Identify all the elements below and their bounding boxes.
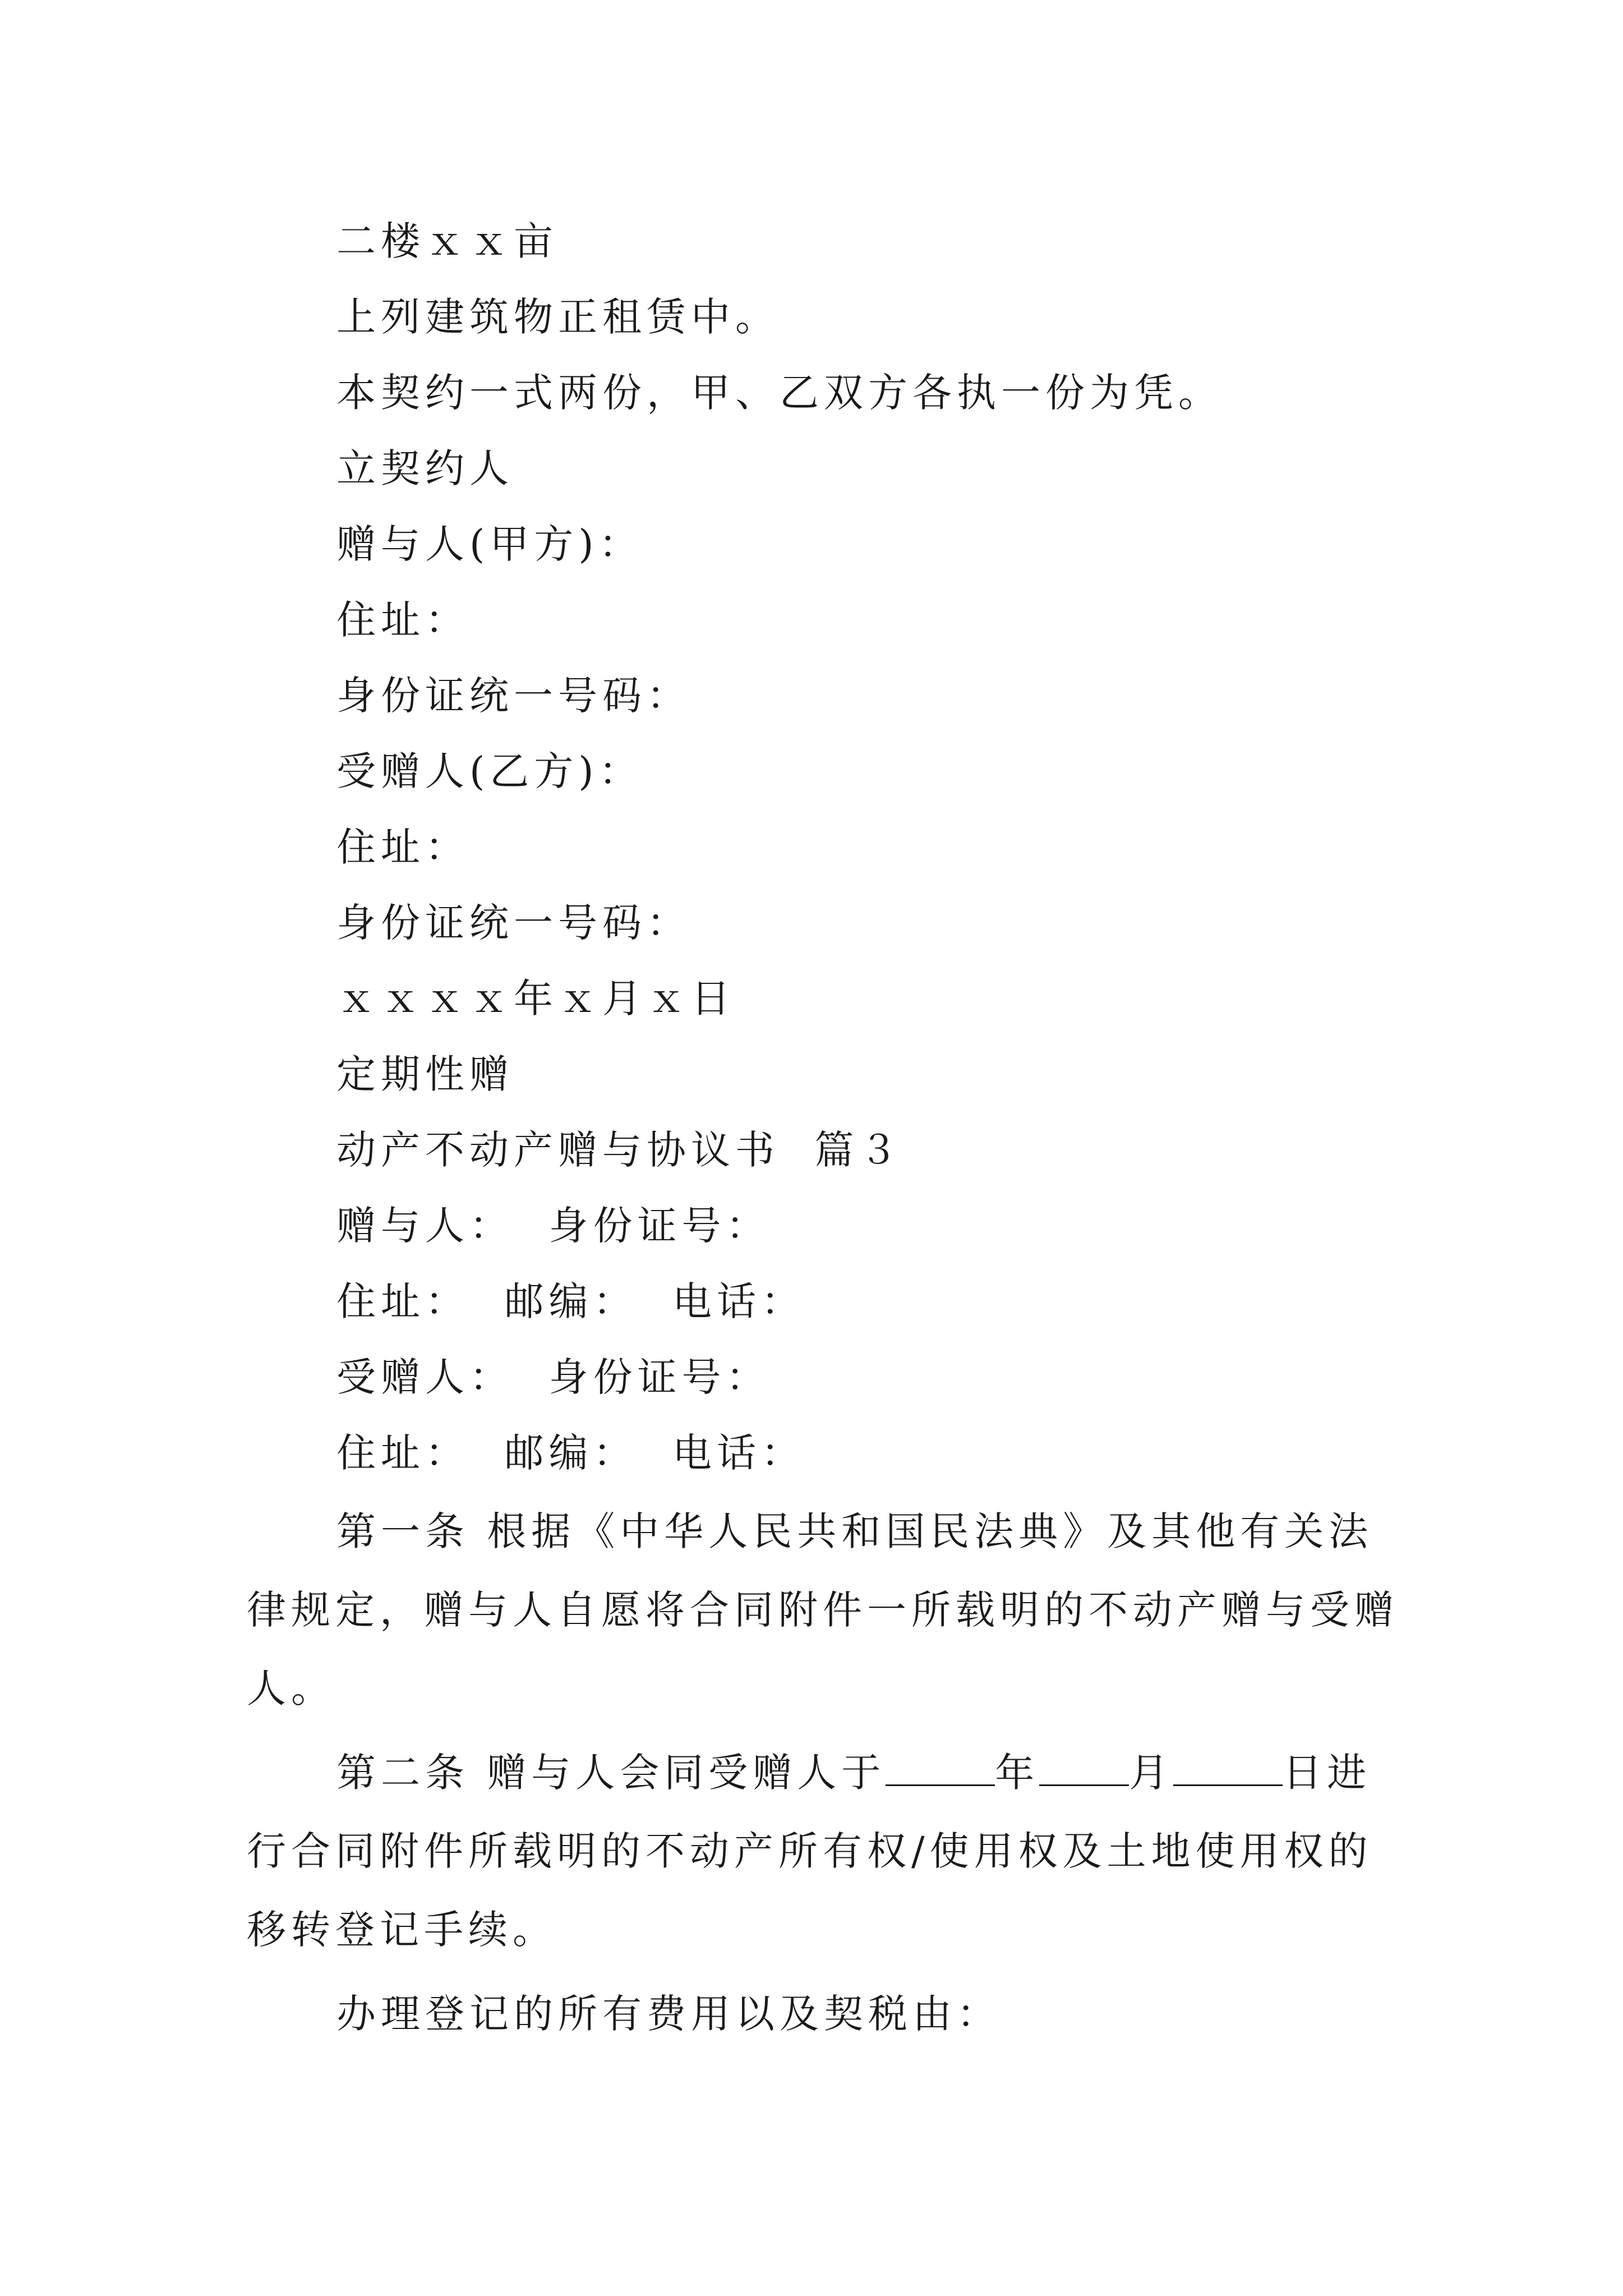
text-line: 定期性赠 xyxy=(336,1051,514,1097)
month-blank xyxy=(1039,1750,1129,1786)
article-1-line-1: 第一条 根据《中华人民共和国民法典》及其他有关法 xyxy=(336,1508,1373,1554)
year-blank xyxy=(886,1750,995,1786)
text-line: 上列建筑物正租赁中。 xyxy=(336,294,780,340)
text-line: ｘｘｘｘ年ｘ月ｘ日 xyxy=(336,976,735,1022)
text-line: 住址： 邮编： 电话： xyxy=(336,1278,806,1324)
article-2-line-2: 行合同附件所载明的不动产所有权/使用权及土地使用权的 xyxy=(247,1828,1373,1874)
day-label: 日进 xyxy=(1283,1750,1372,1796)
text-line: 受赠人： 身份证号： xyxy=(336,1354,771,1400)
text-line: 住址： 邮编： 电话： xyxy=(336,1430,806,1476)
text-line: 住址： xyxy=(336,597,469,643)
text-line: 赠与人： 身份证号： xyxy=(336,1203,771,1249)
text-line: 身份证统一号码： xyxy=(336,673,691,719)
section-heading: 动产不动产赠与协议书 篇３ xyxy=(336,1127,903,1173)
article-1-line-2: 律规定，赠与人自愿将合同附件一所载明的不动产赠与受赠 xyxy=(247,1587,1399,1633)
text-line: 立契约人 xyxy=(336,445,514,491)
text-line: 身份证统一号码： xyxy=(336,900,691,946)
article-1-line-3: 人。 xyxy=(247,1665,335,1711)
article-2-text: 第二条 赠与人会同受赠人于 xyxy=(336,1750,886,1796)
article-2-line-1 xyxy=(336,1745,1371,1801)
fees-line: 办理登记的所有费用以及契税由： xyxy=(336,1991,1001,2037)
text-line: 二楼ｘｘ亩 xyxy=(336,218,558,264)
text-line: 本契约一式两份，甲、乙双方各执一份为凭。 xyxy=(336,370,1223,416)
month-label: 月 xyxy=(1129,1750,1174,1796)
text-line: 住址： xyxy=(336,824,469,870)
year-label: 年 xyxy=(995,1750,1040,1796)
day-blank xyxy=(1173,1750,1283,1786)
article-2-line-3: 移转登记手续。 xyxy=(247,1907,557,1953)
text-line: 受赠人(乙方)： xyxy=(336,748,643,794)
text-line: 赠与人(甲方)： xyxy=(336,521,643,567)
